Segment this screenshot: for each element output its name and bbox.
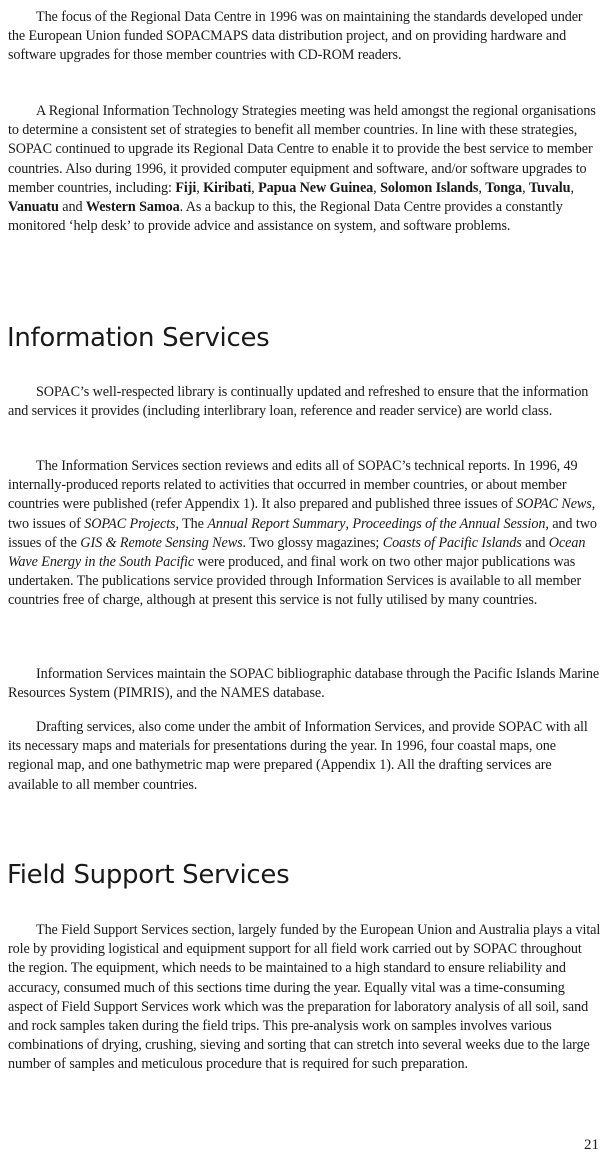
text-run: , and two issues of the (8, 515, 597, 551)
text-run: . As a backup to this, the Regional Data Centre provides a constantly monitored ‘help desk’ to provide advice and assistance on system, and software problems. (8, 199, 563, 235)
info-paragraph-4: Drafting services, also come under the ambit of Information Services, and provide SOPAC with all its necessary maps and materials for presentations during the year. In 1996, four coastal maps, one regional map, and one bathymetric map were prepared (Appendix 1). All the drafting services are available to all member countries. (8, 719, 588, 793)
text-run: , two issues of (8, 496, 596, 532)
text-run: , (345, 515, 353, 532)
publication-title: Annual Report Summary (207, 515, 346, 532)
publication-title: Coasts of Pacific Islands (382, 534, 522, 551)
publication-title: SOPAC Projects (84, 515, 176, 532)
intro-paragraph-1: The focus of the Regional Data Centre in 1996 was on maintaining the standards developed under the European Union funded SOPACMAPS data distribution project, and on providing hardware and software upgrades for those member countries with CD-ROM readers. (8, 9, 583, 64)
intro-paragraph-2 (8, 102, 602, 236)
text-run: were produced, and final work on two other major publications was undertaken. The publications service provided through Information Services is available to all member countries free of charge, although at present this service is not fully utilised by many countries. (8, 554, 582, 609)
country-fiji: Fiji (175, 179, 197, 196)
publication-title: Ocean Wave Energy in the South Pacific (8, 534, 586, 571)
text-run: . Two glossy magazines; (242, 534, 383, 551)
country-western-samoa: Western Samoa (85, 199, 180, 216)
separator: , (251, 179, 259, 196)
country-kiribati: Kiribati (203, 179, 252, 196)
separator: , (522, 179, 529, 196)
text-run: and (521, 534, 549, 551)
section-heading-field-support-services: Field Support Services (7, 860, 290, 890)
separator: , (478, 179, 486, 196)
country-papua-new-guinea: Papua New Guinea (258, 179, 374, 196)
info-paragraph-1: SOPAC’s well-respected library is continually updated and refreshed to ensure that the information and services it provides (including interlibrary loan, reference and reader service) are world class. (8, 384, 589, 420)
publication-title: GIS & Remote Sensing News (80, 534, 243, 551)
country-tuvalu: Tuvalu (528, 179, 571, 196)
separator: , (196, 179, 204, 196)
field-support-paragraph-1: The Field Support Services section, largely funded by the European Union and Australia plays a vital role by providing logistical and equipment support for all field work carried out by SOPAC throughout the region. The equipment, which needs to be maintained to a high standard to ensure reliability and accuracy, consumed much of this sections time during the year. Equally vital was a time-consuming aspect of Field Support Services work which was the preparation for laboratory analysis of all soil, sand and rock samples taken during the field trips. This pre-analysis work on samples involves various combinations of drying, crushing, sieving and sorting that can stretch into several weeks due to the large number of samples and meticulous procedure that is required for such preparation. (8, 922, 601, 1073)
page-number: 21 (584, 1137, 599, 1153)
publication-title: SOPAC News (516, 496, 592, 513)
country-solomon-islands: Solomon Islands (380, 179, 479, 196)
separator: , (373, 179, 381, 196)
info-paragraph-3: Information Services maintain the SOPAC bibliographic database through the Pacific Islands Marine Resources System (PIMRIS), and the NAMES database. (8, 666, 600, 702)
text-run: and (58, 199, 86, 216)
separator: , (570, 179, 574, 196)
country-vanuatu: Vanuatu (8, 199, 59, 216)
section-heading-information-services: Information Services (7, 323, 270, 353)
text-run: The Information Services section reviews and edits all of SOPAC’s technical reports. In 1996, 49 internally-produced reports related to activities that occurred in member countries, or about member countries were published (refer Appendix 1). It also prepared and published three issues of (8, 458, 578, 513)
text-run: A Regional Information Technology Strategies meeting was held amongst the regional organisations to determine a consistent set of strategies to benefit all member countries. In line with these strategies, SOPAC continued to upgrade its Regional Data Centre to enable it to provide the best service to member countries. Also during 1996, it provided computer equipment and software, and/or software upgrades to member countries, including: (8, 103, 596, 196)
info-paragraph-2 (8, 457, 602, 611)
publication-title: Proceedings of the Annual Session (352, 515, 546, 532)
text-run: , The (175, 515, 208, 532)
country-tonga: Tonga (485, 179, 523, 196)
